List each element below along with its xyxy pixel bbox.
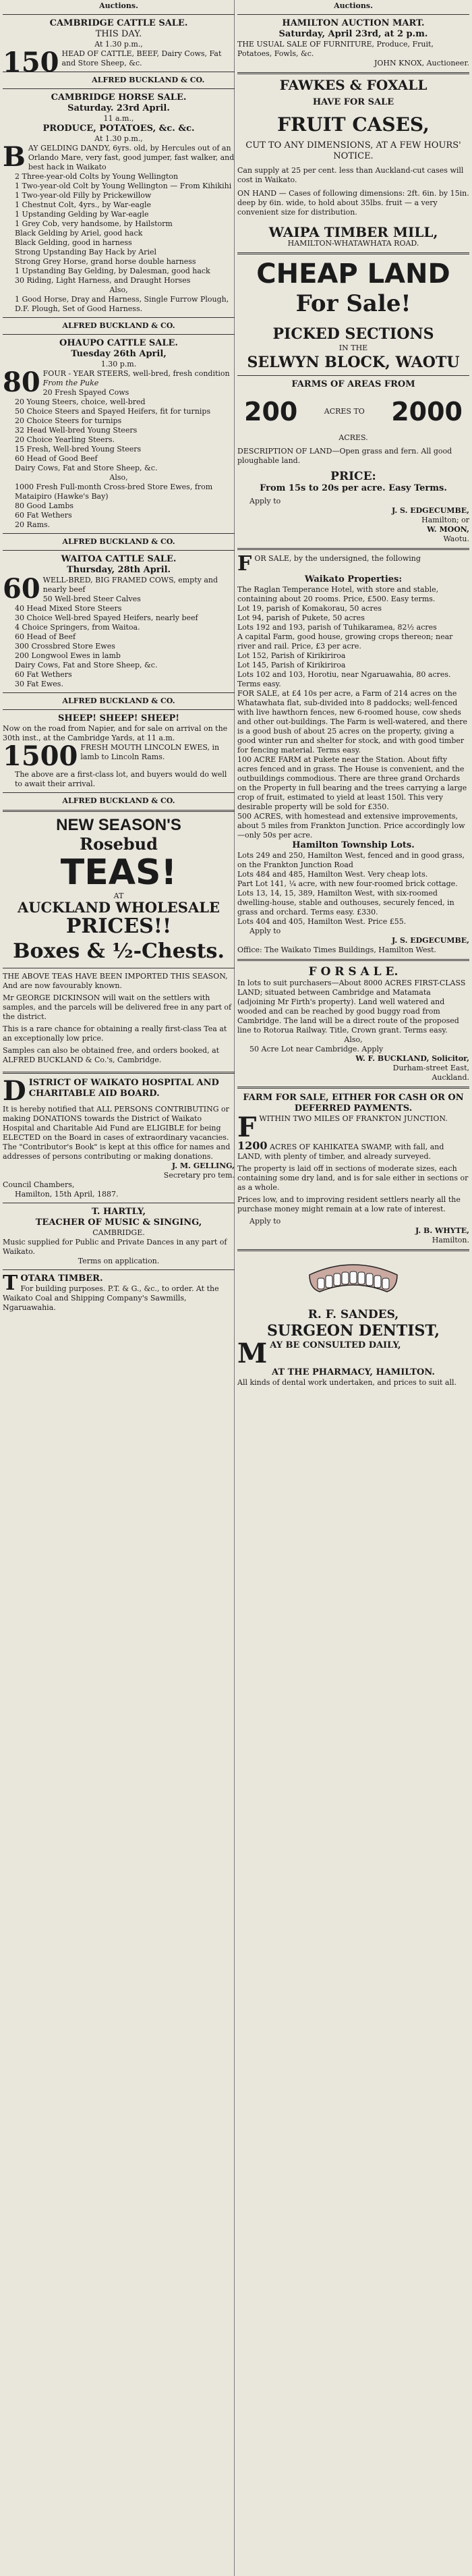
farmsale-number: 1200 [237, 1139, 268, 1152]
props-apply: Apply to [249, 927, 281, 935]
cattle-title: CAMBRIDGE CATTLE SALE. [49, 18, 188, 28]
list-item: 15 Fresh, Well-bred Young Steers [15, 445, 142, 454]
land-apply: Apply to [249, 497, 281, 505]
forsale-addr2: Auckland. [432, 1073, 469, 1082]
forsale-also: Also, [344, 1035, 363, 1044]
horse-lead-rest: AY GELDING DANDY, 6yrs. old, by Hercules out of an Orlando Mare, very fast, good jumper, fast walker, and best hack in Waikato [28, 144, 235, 171]
mart-ad [237, 18, 469, 68]
list-item: 20 Rams. [15, 520, 51, 529]
left-header: Auctions. [99, 1, 138, 10]
totara-lead: T [3, 1273, 18, 1295]
farmsale-agent: J. B. WHYTE, [415, 1226, 469, 1235]
teas-at: AT [113, 892, 124, 900]
land-title2: For Sale! [295, 290, 411, 317]
sheep-title: SHEEP! SHEEP! SHEEP! [58, 713, 179, 723]
sheep-ad [3, 713, 235, 806]
hartly-name: T. HARTLY, [91, 1207, 146, 1217]
teas-ad [3, 816, 235, 1068]
dentist-tail: All kinds of dental work undertaken, and prices to suit all. [237, 1378, 457, 1387]
sheep-auctioneer: ALFRED BUCKLAND & CO. [62, 796, 175, 805]
horse-also: Also, [109, 285, 128, 294]
land-agent1: J. S. EDGECUMBE, [392, 506, 469, 515]
dentist-lead: M [237, 1338, 268, 1369]
list-item: 40 Head Mixed Store Steers [15, 604, 122, 613]
teas-body4: Samples can also be obtained free, and orders booked, at ALFRED BUCKLAND & Co.'s, Cambridge. [3, 1046, 220, 1064]
farmsale-apply: Apply to [249, 1217, 281, 1226]
list-item: 4 Choice Springers, from Waitoa. [15, 623, 140, 632]
land-farms: FARMS OF AREAS FROM [291, 379, 415, 389]
cattle-body: HEAD OF CATTLE, BEEF, Dairy Cows, Fat and Store Sheep, &c. [61, 49, 222, 67]
fawkes-name: FAWKES & FOXALL [279, 78, 427, 93]
waipa-title: WAIPA TIMBER MILL, [268, 225, 438, 240]
land-l2: SELWYN BLOCK, WAOTU [247, 354, 460, 371]
hartly-terms: Terms on application. [78, 1257, 160, 1265]
list-item: 1 Grey Cob, very handsome, by Hailstorm [15, 219, 173, 228]
list-item: The Raglan Temperance Hotel, with store and stable, containing about 20 rooms. Price, £500. Easy terms. [237, 585, 439, 603]
list-item: 20 Fresh Spayed Cows [42, 388, 129, 397]
horse-lead: B [3, 141, 26, 173]
teas-line1: NEW SEASON'S [56, 816, 181, 834]
list-item: 1000 Fresh Full-month Cross-bred Store Ewes, from Mataipiro (Hawke's Bay) [15, 483, 213, 501]
teas-line5: PRICES!! [65, 914, 172, 938]
list-item: 30 Riding, Light Harness, and Draught Horses [15, 276, 191, 285]
cattle-number: 150 [3, 47, 59, 78]
right-header: Auctions. [334, 1, 373, 10]
hartly-body: Music supplied for Public and Private Dances in any part of Waikato. [3, 1238, 227, 1256]
list-item: 20 Choice Steers for turnips [15, 416, 122, 425]
land-acres-to: ACRES TO [324, 407, 365, 416]
horse-list [3, 172, 235, 285]
farmsale-body: ACRES OF KAHIKATEA SWAMP, with fall, and LAND, with plenty of timber, and already surveyed. [237, 1143, 444, 1161]
farmsale-body3: Prices low, and to improving resident settlers nearly all the purchase money might remain at a low rate of interest. [237, 1195, 461, 1213]
hospital-lead: D [3, 1078, 26, 1107]
waipa-ad [237, 225, 469, 248]
teas-line6: Boxes & ½-Chests. [13, 939, 225, 963]
forsale-acres: 50 Acre Lot near Cambridge. Apply [249, 1045, 384, 1053]
list-item: Lots 404 and 405, Hamilton West. Price £55. [237, 917, 407, 926]
list-item: Lot 152, Parish of Kirikiriroa [237, 651, 346, 660]
hospital-body: It is hereby notified that ALL PERSONS CONTRIBUTING or making DONATIONS towards the District of Waikato Hospital and Charitable Aid Fund are ELIGIBLE for being ELECTED on the Board in cases of extraordinary vacancies. The "Contributor's Book" is kept at this office for names and addresses of persons contributing or making donations. [3, 1105, 231, 1161]
list-item: A capital Farm, good house, growing crops thereon; near river and rail. Price, £3 per acre. [237, 632, 453, 651]
ohaupo-also: Also, [109, 473, 128, 482]
ohaupo-title: OHAUPO CATTLE SALE. [59, 338, 178, 348]
waitoa-date: Thursday, 28th April. [66, 565, 171, 575]
land-agent2: W. MOON, [427, 525, 469, 534]
land-agent1-place: Hamilton; or [421, 516, 469, 524]
farmsale-title: FARM FOR SALE, EITHER FOR CASH OR ON DEFERRED PAYMENTS. [243, 1093, 464, 1114]
forsale-title: F O R S A L E. [308, 965, 399, 979]
props-list [237, 585, 469, 840]
list-item: 20 Young Steers, choice, well-bred [15, 398, 146, 406]
right-column [237, 0, 469, 2576]
farmsale-place: Hamilton. [432, 1236, 469, 1244]
list-item: 80 Good Lambs [15, 501, 74, 510]
list-item: 60 Fat Wethers [15, 511, 72, 520]
teas-body3: This is a rare chance for obtaining a really first-class Tea at an exceptionally low price. [3, 1024, 227, 1043]
hospital-title: ISTRICT OF WAIKATO HOSPITAL AND CHARITABLE AID BOARD. [28, 1078, 219, 1099]
ohaupo-sale-ad [3, 338, 235, 547]
land-price: From 15s to 20s per acre. Easy Terms. [260, 483, 447, 493]
list-item: Black Gelding by Ariel, good hack [15, 229, 143, 238]
hospital-place: Council Chambers, [3, 1180, 75, 1189]
list-item: 30 Choice Well-bred Spayed Heifers, nearly beef [15, 613, 198, 622]
hartly-place: CAMBRIDGE. [92, 1228, 145, 1237]
land-ad [237, 258, 469, 544]
list-item: Lots 102 and 103, Horotiu, near Ngaruawahia, 80 acres. Terms easy. [237, 670, 451, 688]
teas-body1: THE ABOVE TEAS HAVE BEEN IMPORTED THIS SEASON, And are now favourably known. [3, 972, 228, 990]
sheep-number: 1500 [3, 740, 78, 772]
sheep-note: The above are a first-class lot, and buyers would do well to await their arrival. [15, 770, 227, 788]
horse-title: CAMBRIDGE HORSE SALE. [51, 92, 187, 103]
waitoa-auctioneer: ALFRED BUCKLAND & CO. [62, 696, 175, 705]
fawkes-have: HAVE FOR SALE [312, 97, 394, 107]
mart-date: Saturday, April 23rd, at 2 p.m. [278, 29, 428, 39]
fawkes-cut: CUT TO ANY DIMENSIONS, AT A FEW HOURS' NOTICE. [245, 140, 461, 161]
forsale-body: In lots to suit purchasers—About 8000 ACRES FIRST-CLASS LAND; situated between Cambridge and Matamata (adjoining Mr Firth's property). Land well watered and wooded and can be reached by good buggy road from Cambridge. The land will be a direct route of the proposed line to Rotorua Railway. Title, Crown grant. Terms easy. [237, 979, 466, 1035]
list-item: 60 Head of Good Beef [15, 454, 98, 463]
dentures-icon [303, 1258, 404, 1305]
hartly-title: TEACHER OF MUSIC & SINGING, [35, 1217, 202, 1228]
waitoa-sale-ad [3, 554, 235, 706]
props-title: Waikato Properties: [304, 574, 403, 584]
list-item: 1 Two-year-old Colt by Young Wellington — From Kihikihi [15, 182, 232, 190]
waitoa-lead: WELL-BRED, BIG FRAMED COWS, empty and nearly beef [42, 576, 218, 594]
list-item: Lot 94, parish of Pukete, 50 acres [237, 613, 365, 622]
farmsale-lead: F [237, 1112, 257, 1143]
list-item: 300 Crossbred Store Ewes [15, 642, 115, 651]
list-item: 2 Three-year-old Colts by Young Wellington [15, 172, 179, 181]
land-acres: ACRES. [338, 433, 368, 442]
props-lead: F [237, 554, 252, 576]
dentist-name: R. F. SANDES, [307, 1308, 399, 1321]
list-item: 100 ACRE FARM at Pukete near the Station. About fifty acres fenced and in grass. The House is convenient, and the outbuildings commodious. There are three grand Orchards on the Property in full bearing and the trees carrying a large crop of fruit, estimated to yield at least 150l. This very desirable property will be sold for £350. [237, 755, 467, 811]
properties-ad [237, 554, 469, 955]
props-agent: J. S. EDGECUMBE, [392, 936, 469, 945]
list-item: 30 Fat Ewes. [15, 680, 63, 688]
teas-line3: TEAS! [60, 852, 177, 893]
hospital-signer-role: Secretary pro tem. [163, 1171, 235, 1180]
cattle-auctioneer: ALFRED BUCKLAND & CO. [92, 76, 205, 84]
forsale-addr1: Durham-street East, [392, 1064, 469, 1072]
land-agent2-place: Waotu. [443, 535, 469, 543]
sheep-body: Now on the road from Napier, and for sale on arrival on the 30th inst., at the Cambridge Yards, at 11 a.m. [3, 724, 228, 742]
teas-line2: Rosebud [80, 834, 158, 854]
dentist-at: AT THE PHARMACY, HAMILTON. [272, 1367, 435, 1377]
horse-date: Saturday. 23rd April. [67, 103, 170, 113]
list-item: Strong Upstanding Bay Hack by Ariel [15, 248, 156, 256]
list-item: 50 Well-bred Steer Calves [42, 595, 141, 603]
list-item: 20 Choice Yearling Steers. [15, 435, 115, 444]
land-l1: PICKED SECTIONS [272, 325, 434, 343]
farmsale-within: WITHIN TWO MILES OF FRANKTON JUNCTION. [259, 1114, 448, 1123]
hospital-date: Hamilton, 15th April, 1887. [15, 1190, 119, 1199]
totara-title: OTARA TIMBER. [20, 1273, 103, 1284]
props-township-title: Hamilton Township Lots. [292, 840, 415, 850]
props-intro: OR SALE, by the undersigned, the following [254, 554, 421, 563]
teas-line4: AUCKLAND WHOLESALE [17, 899, 220, 916]
list-item: Black Gelding, good in harness [15, 238, 132, 247]
land-to: 2000 [391, 397, 463, 427]
mart-auctioneer: JOHN KNOX, Auctioneer. [374, 59, 469, 67]
list-item: Dairy Cows, Fat and Store Sheep, &c. [15, 661, 158, 669]
totara-body: For building purposes. P.T. & G., &c., to order. At the Waikato Coal and Shipping Company's Sawmills, Ngaruawahia. [3, 1284, 219, 1312]
cattle-sale-ad [3, 18, 235, 85]
list-item: 32 Head Well-bred Young Steers [15, 426, 138, 435]
list-item: Lots 484 and 485, Hamilton West. Very cheap lots. [237, 870, 428, 879]
land-title1: CHEAP LAND [256, 258, 450, 290]
list-item: 1 Upstanding Gelding by War-eagle [15, 210, 149, 219]
ohaupo-number: 80 [3, 366, 40, 398]
horse-sale-ad [3, 92, 235, 331]
list-item: Part Lot 141, ¼ acre, with new four-roomed brick cottage. [237, 879, 458, 888]
farmsale-body2: The property is laid off in sections of moderate sizes, each containing some dry land, and is for sale either in sections or as a whole. [237, 1164, 469, 1192]
ohaupo-time: 1.30 p.m. [100, 360, 137, 368]
dentist-ad [237, 1255, 469, 1388]
waitoa-title: WAITOA CATTLE SALE. [61, 554, 177, 564]
horse-tail: 1 Good Horse, Dray and Harness, Single Furrow Plough, D.F. Plough, Set of Good Harness. [15, 295, 229, 313]
list-item: Strong Grey Horse, grand horse double harness [15, 257, 196, 266]
forsale-ad [237, 965, 469, 1083]
list-item: Lots 249 and 250, Hamilton West, fenced and in good grass, on the Frankton Junction Road [237, 851, 465, 869]
fawkes-body2: ON HAND — Cases of following dimensions: 2ft. 6in. by 15in. deep by 6in. wide, to hold about 35lbs. fruit — a very convenient size for distribution. [237, 189, 469, 217]
dentist-consult: AY BE CONSULTED DAILY, [270, 1340, 401, 1350]
mart-title: HAMILTON AUCTION MART. [282, 18, 425, 28]
ohaupo-auctioneer: ALFRED BUCKLAND & CO. [62, 537, 175, 546]
left-column [3, 0, 235, 2576]
totara-ad [3, 1273, 235, 1313]
horse-produce: PRODUCE, POTATOES, &c. &c. [42, 124, 195, 134]
land-in: IN THE [338, 344, 368, 352]
cattle-time: At 1.30 p.m., [94, 40, 143, 49]
dentist-title: SURGEON DENTIST, [267, 1322, 440, 1340]
list-item: 500 ACRES, with homestead and extensive improvements, about 5 miles from Frankton Junction. Price accordingly low—only 50s per acre. [237, 812, 465, 840]
land-price-label: PRICE: [330, 470, 376, 483]
mart-body: THE USUAL SALE OF FURNITURE, Produce, Fruit, Potatoes, Fowls, &c. [237, 40, 434, 58]
hospital-signer: J. M. GELLING, [171, 1161, 235, 1170]
waipa-addr: HAMILTON-WHATAWHATA ROAD. [287, 239, 419, 248]
farmsale-ad [237, 1093, 469, 1245]
sheep-detail: FRESH MOUTH LINCOLN EWES, in lamb to Lincoln Rams. [80, 743, 220, 761]
list-item: 50 Choice Steers and Spayed Heifers, fit for turnips [15, 407, 211, 416]
list-item: 60 Fat Wethers [15, 670, 72, 679]
fawkes-cases: FRUIT CASES, [277, 113, 430, 136]
land-desc: DESCRIPTION OF LAND—Open grass and fern. All good ploughable land. [237, 447, 452, 465]
ohaupo-side: From the Puke [42, 379, 99, 387]
horse-time2: At 1.30 p.m., [94, 134, 143, 143]
list-item: 60 Head of Beef [15, 632, 76, 641]
fawkes-ad [237, 78, 469, 221]
list-item: 1 Upstanding Bay Gelding, by Dalesman, good hack [15, 267, 210, 275]
forsale-solicitor: W. F. BUCKLAND, Solicitor, [355, 1054, 469, 1063]
cattle-when: THIS DAY. [95, 29, 142, 39]
ohaupo-lead: FOUR - YEAR STEERS, well-bred, fresh condition [42, 369, 230, 378]
waitoa-number: 60 [3, 573, 40, 605]
list-item: Lot 19, parish of Komakorau, 50 acres [237, 604, 382, 613]
list-item: Lots 13, 14, 15, 389, Hamilton West, with six-roomed dwelling-house, stable and outhouses, securely fenced, in grass and orchard. Terms easy. £330. [237, 889, 454, 916]
list-item: Dairy Cows, Fat and Store Sheep, &c. [15, 464, 158, 472]
list-item: 200 Longwool Ewes in lamb [15, 651, 121, 660]
land-from: 200 [244, 397, 298, 427]
hartly-ad [3, 1207, 235, 1266]
ohaupo-list [3, 388, 235, 473]
ohaupo-date: Tuesday 26th April, [71, 349, 167, 359]
fawkes-body1: Can supply at 25 per cent. less than Auckland-cut cases will cost in Waikato. [237, 166, 464, 184]
list-item: 1 Chestnut Colt, 4yrs., by War-eagle [15, 200, 152, 209]
teas-body2: Mr GEORGE DICKINSON will wait on the settlers with samples, and the parcels will be delivered free in any part of the district. [3, 993, 232, 1021]
list-item: 1 Two-year-old Filly by Prickewillow [15, 191, 152, 200]
horse-time1: 11 a.m., [103, 114, 134, 123]
ohaupo-tail-list [3, 483, 235, 530]
list-item: Lot 145, Parish of Kirikiriroa [237, 661, 346, 669]
horse-auctioneer: ALFRED BUCKLAND & CO. [62, 321, 175, 330]
props-township-list [237, 851, 469, 927]
list-item: Lots 192 and 193, parish of Tuhikaramea, 82½ acres [237, 623, 437, 632]
waitoa-list [3, 595, 235, 689]
hospital-ad [3, 1078, 235, 1199]
list-item: FOR SALE, at £4 10s per acre, a Farm of 214 acres on the Whatawhata flat, sub-divided into 8 paddocks; well-fenced with live hawthorn fences, new 6-roomed house, cow sheds and other out-buildings. The Farm is well-watered, and there is a good bush of about 25 acres on the property, giving a good winter run and shelter for stock, and with good timber for fencing material. Terms easy. [237, 689, 467, 755]
props-office: Office: The Waikato Times Buildings, Hamilton West. [237, 946, 437, 954]
